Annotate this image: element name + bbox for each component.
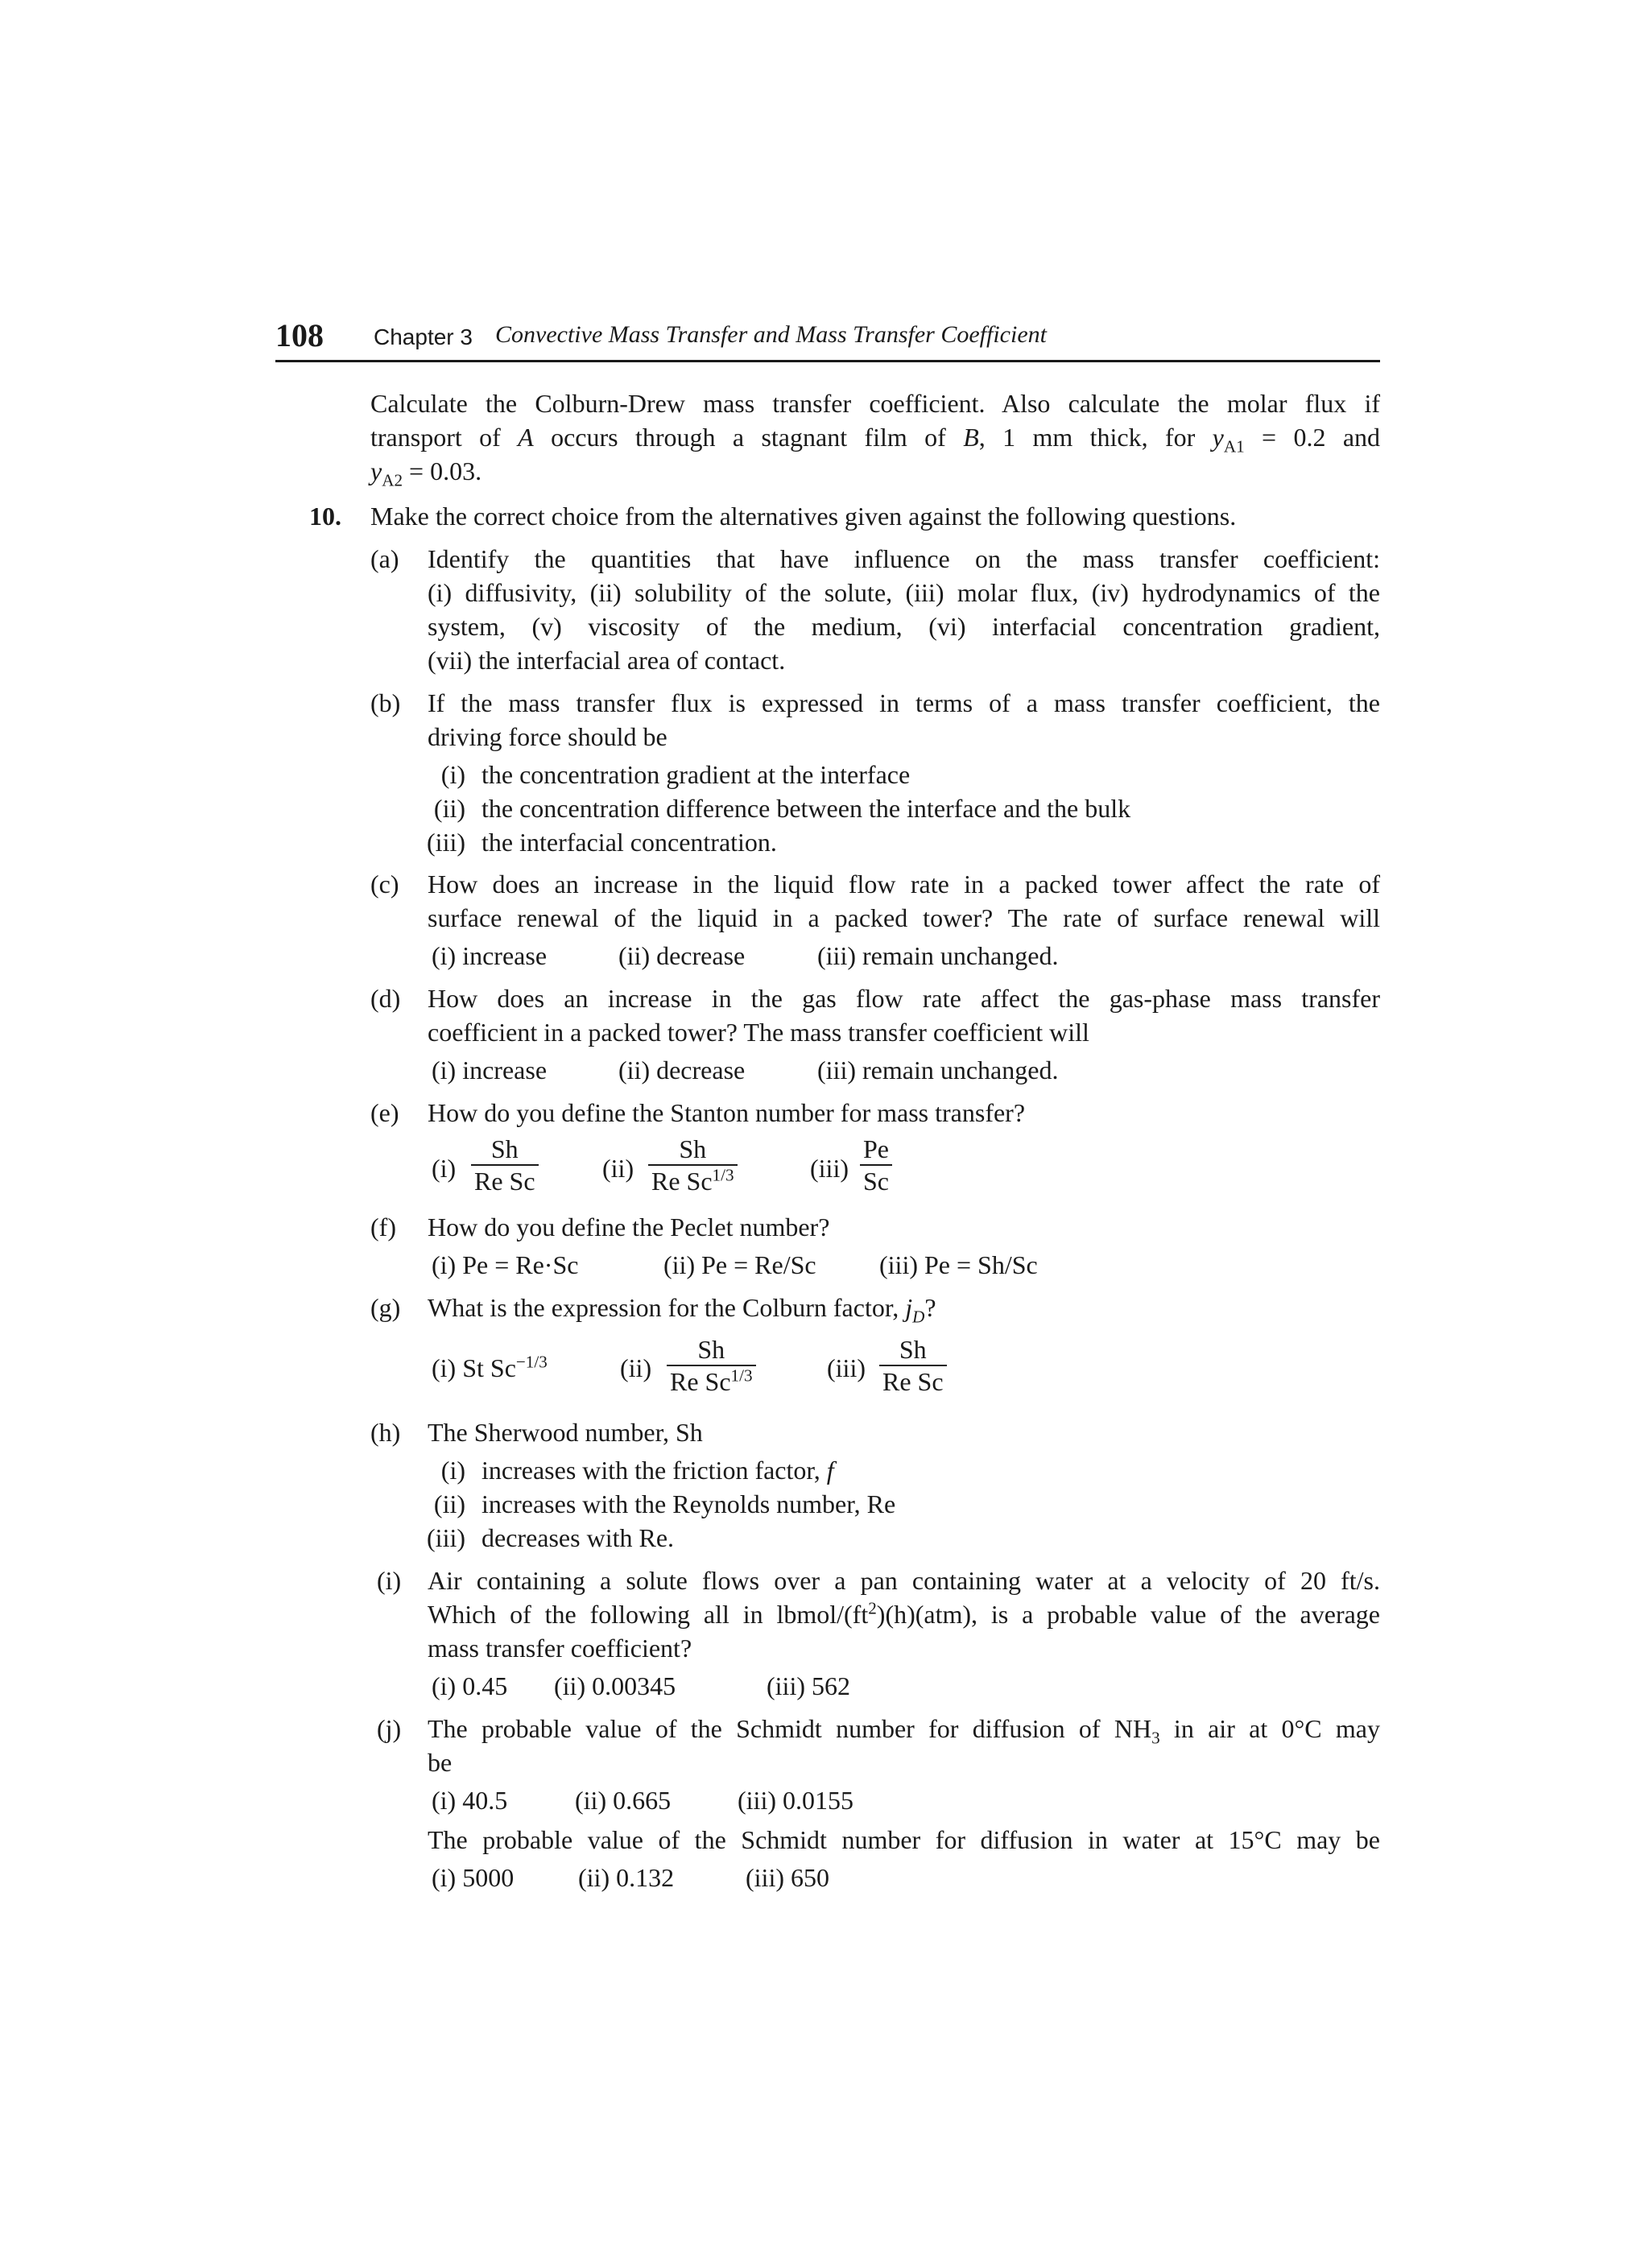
item-e-line-1: How do you define the Stanton number for mass transfer?	[428, 1098, 1026, 1127]
item-h-option-1-label: (i)	[440, 1456, 465, 1485]
item-a-line-2: (i) diffusivity, (ii) solubility of the solute, (iii) molar flux, (iv) hydrodynamics of the	[428, 578, 1380, 607]
item-h-option-1: increases with the friction factor, f	[481, 1456, 834, 1485]
intro-line-2: transport of A occurs through a stagnant film of B, 1 mm thick, for $y_{A1} = 0.2$ and	[370, 423, 1381, 456]
page-number: 108	[275, 317, 324, 353]
question-number: 10.	[309, 502, 341, 531]
fraction-numerator: Sh	[490, 1134, 519, 1163]
item-c-option-1: (i) increase	[432, 941, 548, 970]
item-e-option-1-label: (i)	[432, 1154, 457, 1183]
item-b-option-3-label: (iii)	[427, 828, 465, 857]
item-g-option-3-label: (iii)	[827, 1353, 866, 1382]
item-d-line-2: coefficient in a packed tower? The mass transfer coefficient will	[428, 1018, 1089, 1047]
item-j-option-1: (i) 40.5	[432, 1786, 508, 1815]
item-b-option-1: the concentration gradient at the interface	[481, 760, 911, 789]
item-h-line-1: The Sherwood number, Sh	[428, 1418, 703, 1447]
item-b-line-1: If the mass transfer flux is expressed in terms of a mass transfer coefficient, the	[428, 688, 1380, 717]
item-b-option-2-label: (ii)	[433, 794, 465, 823]
item-a-line-4: (vii) the interfacial area of contact.	[428, 646, 786, 675]
item-j-label: (j)	[377, 1714, 402, 1743]
item-g-option-1: (i) St $Sc^{-1/3}$	[432, 1352, 548, 1382]
fraction-denominator: Re $Sc^{1/3}$	[648, 1164, 738, 1196]
intro-line-3: $y_{A2} = 0.03$.	[370, 456, 482, 490]
stanton-option-1-fraction	[471, 1134, 539, 1196]
item-d-option-3: (iii) remain unchanged.	[817, 1056, 1059, 1084]
item-a-line-1: Identify the quantities that have influence on the mass transfer coefficient:	[428, 544, 1380, 573]
item-i-option-3: (iii) 562	[767, 1671, 850, 1700]
item-b-option-1-label: (i)	[440, 760, 465, 789]
item-f-option-1: (i) Pe = Re·Sc	[432, 1250, 579, 1279]
fraction-numerator: Sh	[899, 1335, 927, 1364]
fraction-denominator: Sc	[860, 1164, 892, 1196]
item-h-option-3: decreases with Re.	[481, 1523, 675, 1552]
item-a-label: (a)	[370, 544, 399, 573]
colburn-option-3-fraction	[879, 1334, 947, 1397]
item-f-line-1: How do you define the Peclet number?	[428, 1212, 830, 1241]
item-h-option-2-label: (ii)	[433, 1489, 465, 1518]
item-f-label: (f)	[370, 1212, 396, 1241]
item-c-option-2: (ii) decrease	[618, 941, 746, 970]
item-g-label: (g)	[370, 1293, 401, 1322]
intro-line-1: Calculate the Colburn-Drew mass transfer coefficient. Also calculate the molar flux if	[370, 389, 1380, 418]
item-d-label: (d)	[370, 984, 401, 1013]
item-d-option-1: (i) increase	[432, 1056, 548, 1084]
item-j-option-5: (ii) 0.132	[578, 1863, 675, 1892]
item-h-label: (h)	[370, 1418, 401, 1447]
item-g-option-2-label: (ii)	[620, 1353, 652, 1382]
item-i-label: (i)	[377, 1566, 402, 1595]
item-c-option-3: (iii) remain unchanged.	[817, 941, 1059, 970]
item-f-option-2: (ii) Pe = Re/Sc	[663, 1250, 816, 1279]
item-h-option-2: increases with the Reynolds number, Re	[481, 1489, 896, 1518]
item-e-option-3-label: (iii)	[810, 1154, 849, 1183]
item-f-option-3: (iii) Pe = Sh/Sc	[879, 1250, 1038, 1279]
fraction-denominator: Re $Sc^{1/3}$	[667, 1365, 756, 1397]
item-i-option-2: (ii) 0.00345	[554, 1671, 676, 1700]
chapter-label: Chapter 3	[374, 324, 473, 349]
item-c-line-2: surface renewal of the liquid in a packed tower? The rate of surface renewal will	[428, 903, 1380, 932]
item-j-option-4: (i) 5000	[432, 1863, 515, 1892]
colburn-option-2-fraction	[667, 1334, 756, 1397]
item-j-line-1: The probable value of the Schmidt number for diffusion of $NH_3$ in air at 0°C may	[428, 1714, 1381, 1748]
item-i-line-1: Air containing a solute flows over a pan containing water at a velocity of 20 ft/s.	[428, 1566, 1380, 1595]
item-c-line-1: How does an increase in the liquid flow rate in a packed tower affect the rate of	[428, 870, 1380, 899]
question-10-text: Make the correct choice from the alternatives given against the following questions.	[370, 502, 1237, 531]
item-b-option-3: the interfacial concentration.	[481, 828, 777, 857]
item-a-line-3: system, (v) viscosity of the medium, (vi) interfacial concentration gradient,	[428, 612, 1380, 641]
item-e-label: (e)	[370, 1098, 399, 1127]
item-i-option-1: (i) 0.45	[432, 1671, 508, 1700]
item-b-line-2: driving force should be	[428, 722, 667, 751]
running-header	[275, 316, 1380, 362]
item-b-label: (b)	[370, 688, 401, 717]
item-e-option-2-label: (ii)	[602, 1154, 634, 1183]
item-j-option-2: (ii) 0.665	[575, 1786, 672, 1815]
stanton-option-3-fraction	[860, 1134, 892, 1196]
item-g-line-1: What is the expression for the Colburn factor, $j_D$?	[428, 1293, 936, 1327]
item-d-option-2: (ii) decrease	[618, 1056, 746, 1084]
fraction-denominator: Re Sc	[471, 1164, 539, 1196]
item-j-option-6: (iii) 650	[746, 1863, 829, 1892]
item-h-option-3-label: (iii)	[427, 1523, 465, 1552]
chapter-title: Convective Mass Transfer and Mass Transfer Coefficient	[495, 321, 1047, 348]
item-j-line-3: The probable value of the Schmidt number for diffusion in water at 15°C may be	[428, 1825, 1380, 1854]
item-b-option-2: the concentration difference between the interface and the bulk	[481, 794, 1131, 823]
item-i-line-2: Which of the following all in lbmol/$(ft^2)(h)(atm)$, is a probable value of the average	[428, 1598, 1381, 1629]
stanton-option-2-fraction	[648, 1134, 738, 1196]
item-i-line-3: mass transfer coefficient?	[428, 1634, 692, 1663]
fraction-denominator: Re Sc	[879, 1365, 947, 1397]
fraction-numerator: Pe	[863, 1134, 889, 1163]
item-j-option-3: (iii) 0.0155	[738, 1786, 853, 1815]
item-j-line-2: be	[428, 1748, 453, 1777]
item-c-label: (c)	[370, 870, 399, 899]
fraction-numerator: Sh	[697, 1335, 725, 1364]
fraction-numerator: Sh	[679, 1134, 707, 1163]
item-d-line-1: How does an increase in the gas flow rate affect the gas-phase mass transfer	[428, 984, 1380, 1013]
